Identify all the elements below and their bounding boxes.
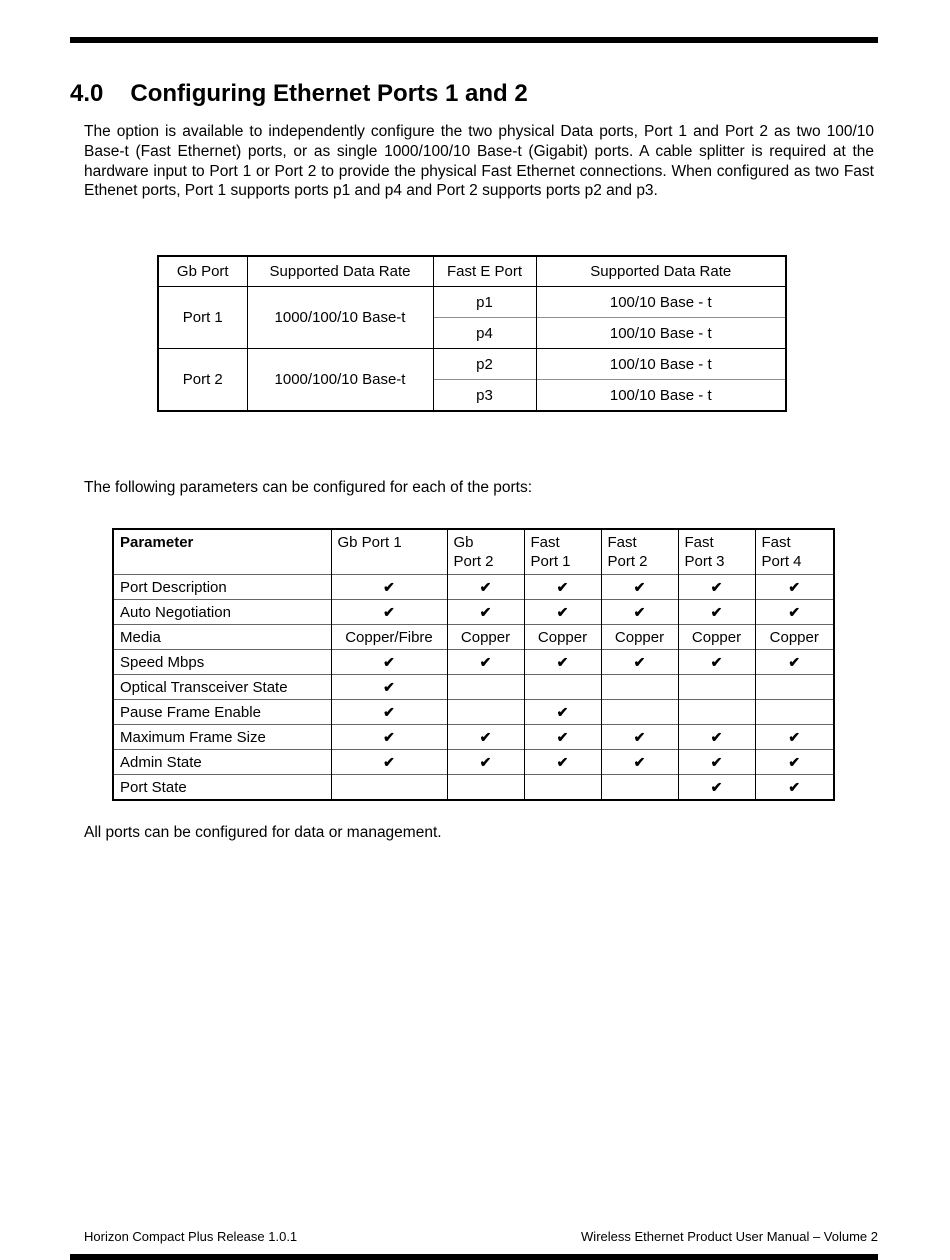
check-icon: ✔ — [633, 728, 646, 745]
check-icon: ✔ — [788, 653, 801, 670]
column-header-fast-data-rate: Supported Data Rate — [536, 256, 786, 287]
fast-port-cell: p2 — [433, 349, 536, 380]
check-icon: ✔ — [710, 653, 723, 670]
value-cell — [447, 700, 524, 725]
parameters-intro-text: The following parameters can be configured for each of the ports: — [84, 479, 533, 496]
check-icon: ✔ — [383, 703, 395, 720]
table-row — [158, 287, 786, 318]
check-icon: ✔ — [479, 603, 492, 620]
check-cell — [755, 750, 834, 775]
value-cell — [524, 675, 601, 700]
value-cell: Copper — [755, 625, 834, 650]
check-icon: ✔ — [556, 728, 569, 745]
check-icon: ✔ — [383, 653, 395, 670]
column-header-gb-port: Gb Port — [158, 256, 247, 287]
section-heading — [70, 80, 528, 108]
value-cell — [601, 675, 678, 700]
check-icon: ✔ — [788, 603, 801, 620]
table-row — [113, 600, 834, 625]
check-cell — [447, 725, 524, 750]
check-icon: ✔ — [479, 653, 492, 670]
check-cell — [447, 650, 524, 675]
check-cell — [678, 725, 755, 750]
closing-text: All ports can be configured for data or management. — [84, 824, 442, 841]
column-header: Fast Port 1 — [524, 529, 601, 575]
check-icon: ✔ — [556, 753, 569, 770]
check-cell — [601, 725, 678, 750]
value-cell: Copper — [447, 625, 524, 650]
parameter-label: Pause Frame Enable — [113, 700, 331, 725]
fast-rate-cell: 100/10 Base - t — [536, 287, 786, 318]
check-icon: ✔ — [383, 603, 395, 620]
table-row — [158, 349, 786, 380]
param-column-header: Parameter — [113, 529, 331, 575]
check-icon: ✔ — [383, 678, 395, 695]
value-cell — [601, 775, 678, 801]
check-icon: ✔ — [710, 753, 723, 770]
check-icon: ✔ — [788, 578, 801, 595]
header-row — [113, 529, 834, 575]
fast-port-cell: p1 — [433, 287, 536, 318]
data-rate-cell: 1000/100/10 Base-t — [247, 287, 433, 349]
check-cell — [331, 650, 447, 675]
check-cell — [331, 600, 447, 625]
check-cell — [331, 675, 447, 700]
check-cell — [601, 600, 678, 625]
check-cell — [678, 650, 755, 675]
value-cell — [755, 675, 834, 700]
section-number: 4.0 — [70, 80, 104, 107]
intro-paragraph: The option is available to independently configure the two physical Data ports, Port 1 and Port 2 as two 100/10 Base-t (Fast Ethernet) ports, or as single 1000/100/10 Base-t (Gigabit) ports. A cable splitter is required at the hardware input to Port 1 or Port 2 to provide the physical Fast Ethernet connections. When configured as two Fast Ethenet ports, Port 1 supports ports p1 and p4 and Port 2 supports ports p2 and p3. — [84, 123, 874, 200]
bottom-rule — [70, 1254, 878, 1260]
check-icon: ✔ — [479, 728, 492, 745]
value-cell: Copper — [678, 625, 755, 650]
check-cell — [524, 600, 601, 625]
column-header: Gb Port 2 — [447, 529, 524, 575]
fast-port-cell: p3 — [433, 380, 536, 412]
check-icon: ✔ — [633, 603, 646, 620]
check-cell — [755, 725, 834, 750]
value-cell: Copper — [601, 625, 678, 650]
top-rule — [70, 37, 878, 43]
check-icon: ✔ — [383, 578, 395, 595]
header-row — [158, 256, 786, 287]
check-cell — [755, 575, 834, 600]
check-cell — [447, 600, 524, 625]
footer-release: Horizon Compact Plus Release 1.0.1 — [84, 1229, 298, 1244]
value-cell — [678, 675, 755, 700]
column-header: Fast Port 2 — [601, 529, 678, 575]
check-icon: ✔ — [633, 653, 646, 670]
check-icon: ✔ — [633, 578, 646, 595]
table-row — [113, 750, 834, 775]
value-cell — [331, 775, 447, 801]
check-cell — [678, 575, 755, 600]
check-icon: ✔ — [710, 728, 723, 745]
check-cell — [524, 575, 601, 600]
fast-rate-cell: 100/10 Base - t — [536, 380, 786, 412]
parameter-label: Speed Mbps — [113, 650, 331, 675]
table-row — [113, 575, 834, 600]
fast-rate-cell: 100/10 Base - t — [536, 349, 786, 380]
check-cell — [524, 725, 601, 750]
table-row — [113, 775, 834, 801]
check-cell — [447, 750, 524, 775]
check-icon: ✔ — [556, 703, 569, 720]
column-header-fast-e-port: Fast E Port — [433, 256, 536, 287]
port-config-table — [157, 255, 787, 412]
parameter-label: Port State — [113, 775, 331, 801]
check-icon: ✔ — [633, 753, 646, 770]
check-icon: ✔ — [479, 578, 492, 595]
parameter-label: Media — [113, 625, 331, 650]
value-cell — [524, 775, 601, 801]
section-title: Configuring Ethernet Ports 1 and 2 — [130, 80, 528, 107]
check-icon: ✔ — [788, 728, 801, 745]
check-cell — [331, 700, 447, 725]
check-icon: ✔ — [556, 653, 569, 670]
parameters-table — [112, 528, 835, 801]
check-cell — [755, 600, 834, 625]
gb-port-cell: Port 1 — [158, 287, 247, 349]
check-cell — [601, 650, 678, 675]
check-icon: ✔ — [479, 753, 492, 770]
data-rate-cell: 1000/100/10 Base-t — [247, 349, 433, 412]
check-icon: ✔ — [383, 728, 395, 745]
check-cell — [678, 775, 755, 801]
table-row — [113, 675, 834, 700]
column-header: Fast Port 3 — [678, 529, 755, 575]
check-cell — [678, 600, 755, 625]
check-cell — [447, 575, 524, 600]
parameter-label: Auto Negotiation — [113, 600, 331, 625]
column-header: Fast Port 4 — [755, 529, 834, 575]
value-cell: Copper/Fibre — [331, 625, 447, 650]
parameter-label: Admin State — [113, 750, 331, 775]
value-cell — [601, 700, 678, 725]
parameter-label: Optical Transceiver State — [113, 675, 331, 700]
check-cell — [524, 700, 601, 725]
value-cell — [447, 675, 524, 700]
check-cell — [331, 725, 447, 750]
check-cell — [331, 750, 447, 775]
column-header: Gb Port 1 — [331, 529, 447, 575]
table-row — [113, 650, 834, 675]
check-cell — [524, 750, 601, 775]
value-cell: Copper — [524, 625, 601, 650]
check-cell — [755, 775, 834, 801]
fast-port-cell: p4 — [433, 318, 536, 349]
check-icon: ✔ — [556, 578, 569, 595]
check-cell — [331, 575, 447, 600]
check-icon: ✔ — [710, 778, 723, 795]
table-row — [113, 700, 834, 725]
check-cell — [601, 575, 678, 600]
check-icon: ✔ — [710, 603, 723, 620]
parameter-label: Port Description — [113, 575, 331, 600]
check-cell — [601, 750, 678, 775]
parameter-label: Maximum Frame Size — [113, 725, 331, 750]
check-icon: ✔ — [788, 753, 801, 770]
column-header-data-rate: Supported Data Rate — [247, 256, 433, 287]
value-cell — [755, 700, 834, 725]
check-icon: ✔ — [710, 578, 723, 595]
check-cell — [678, 750, 755, 775]
check-icon: ✔ — [788, 778, 801, 795]
table-row — [113, 725, 834, 750]
value-cell — [447, 775, 524, 801]
check-icon: ✔ — [383, 753, 395, 770]
footer-manual-title: Wireless Ethernet Product User Manual – Volume 2 — [581, 1229, 878, 1244]
check-icon: ✔ — [556, 603, 569, 620]
check-cell — [524, 650, 601, 675]
value-cell — [678, 700, 755, 725]
gb-port-cell: Port 2 — [158, 349, 247, 412]
table-row — [113, 625, 834, 650]
fast-rate-cell: 100/10 Base - t — [536, 318, 786, 349]
check-cell — [755, 650, 834, 675]
